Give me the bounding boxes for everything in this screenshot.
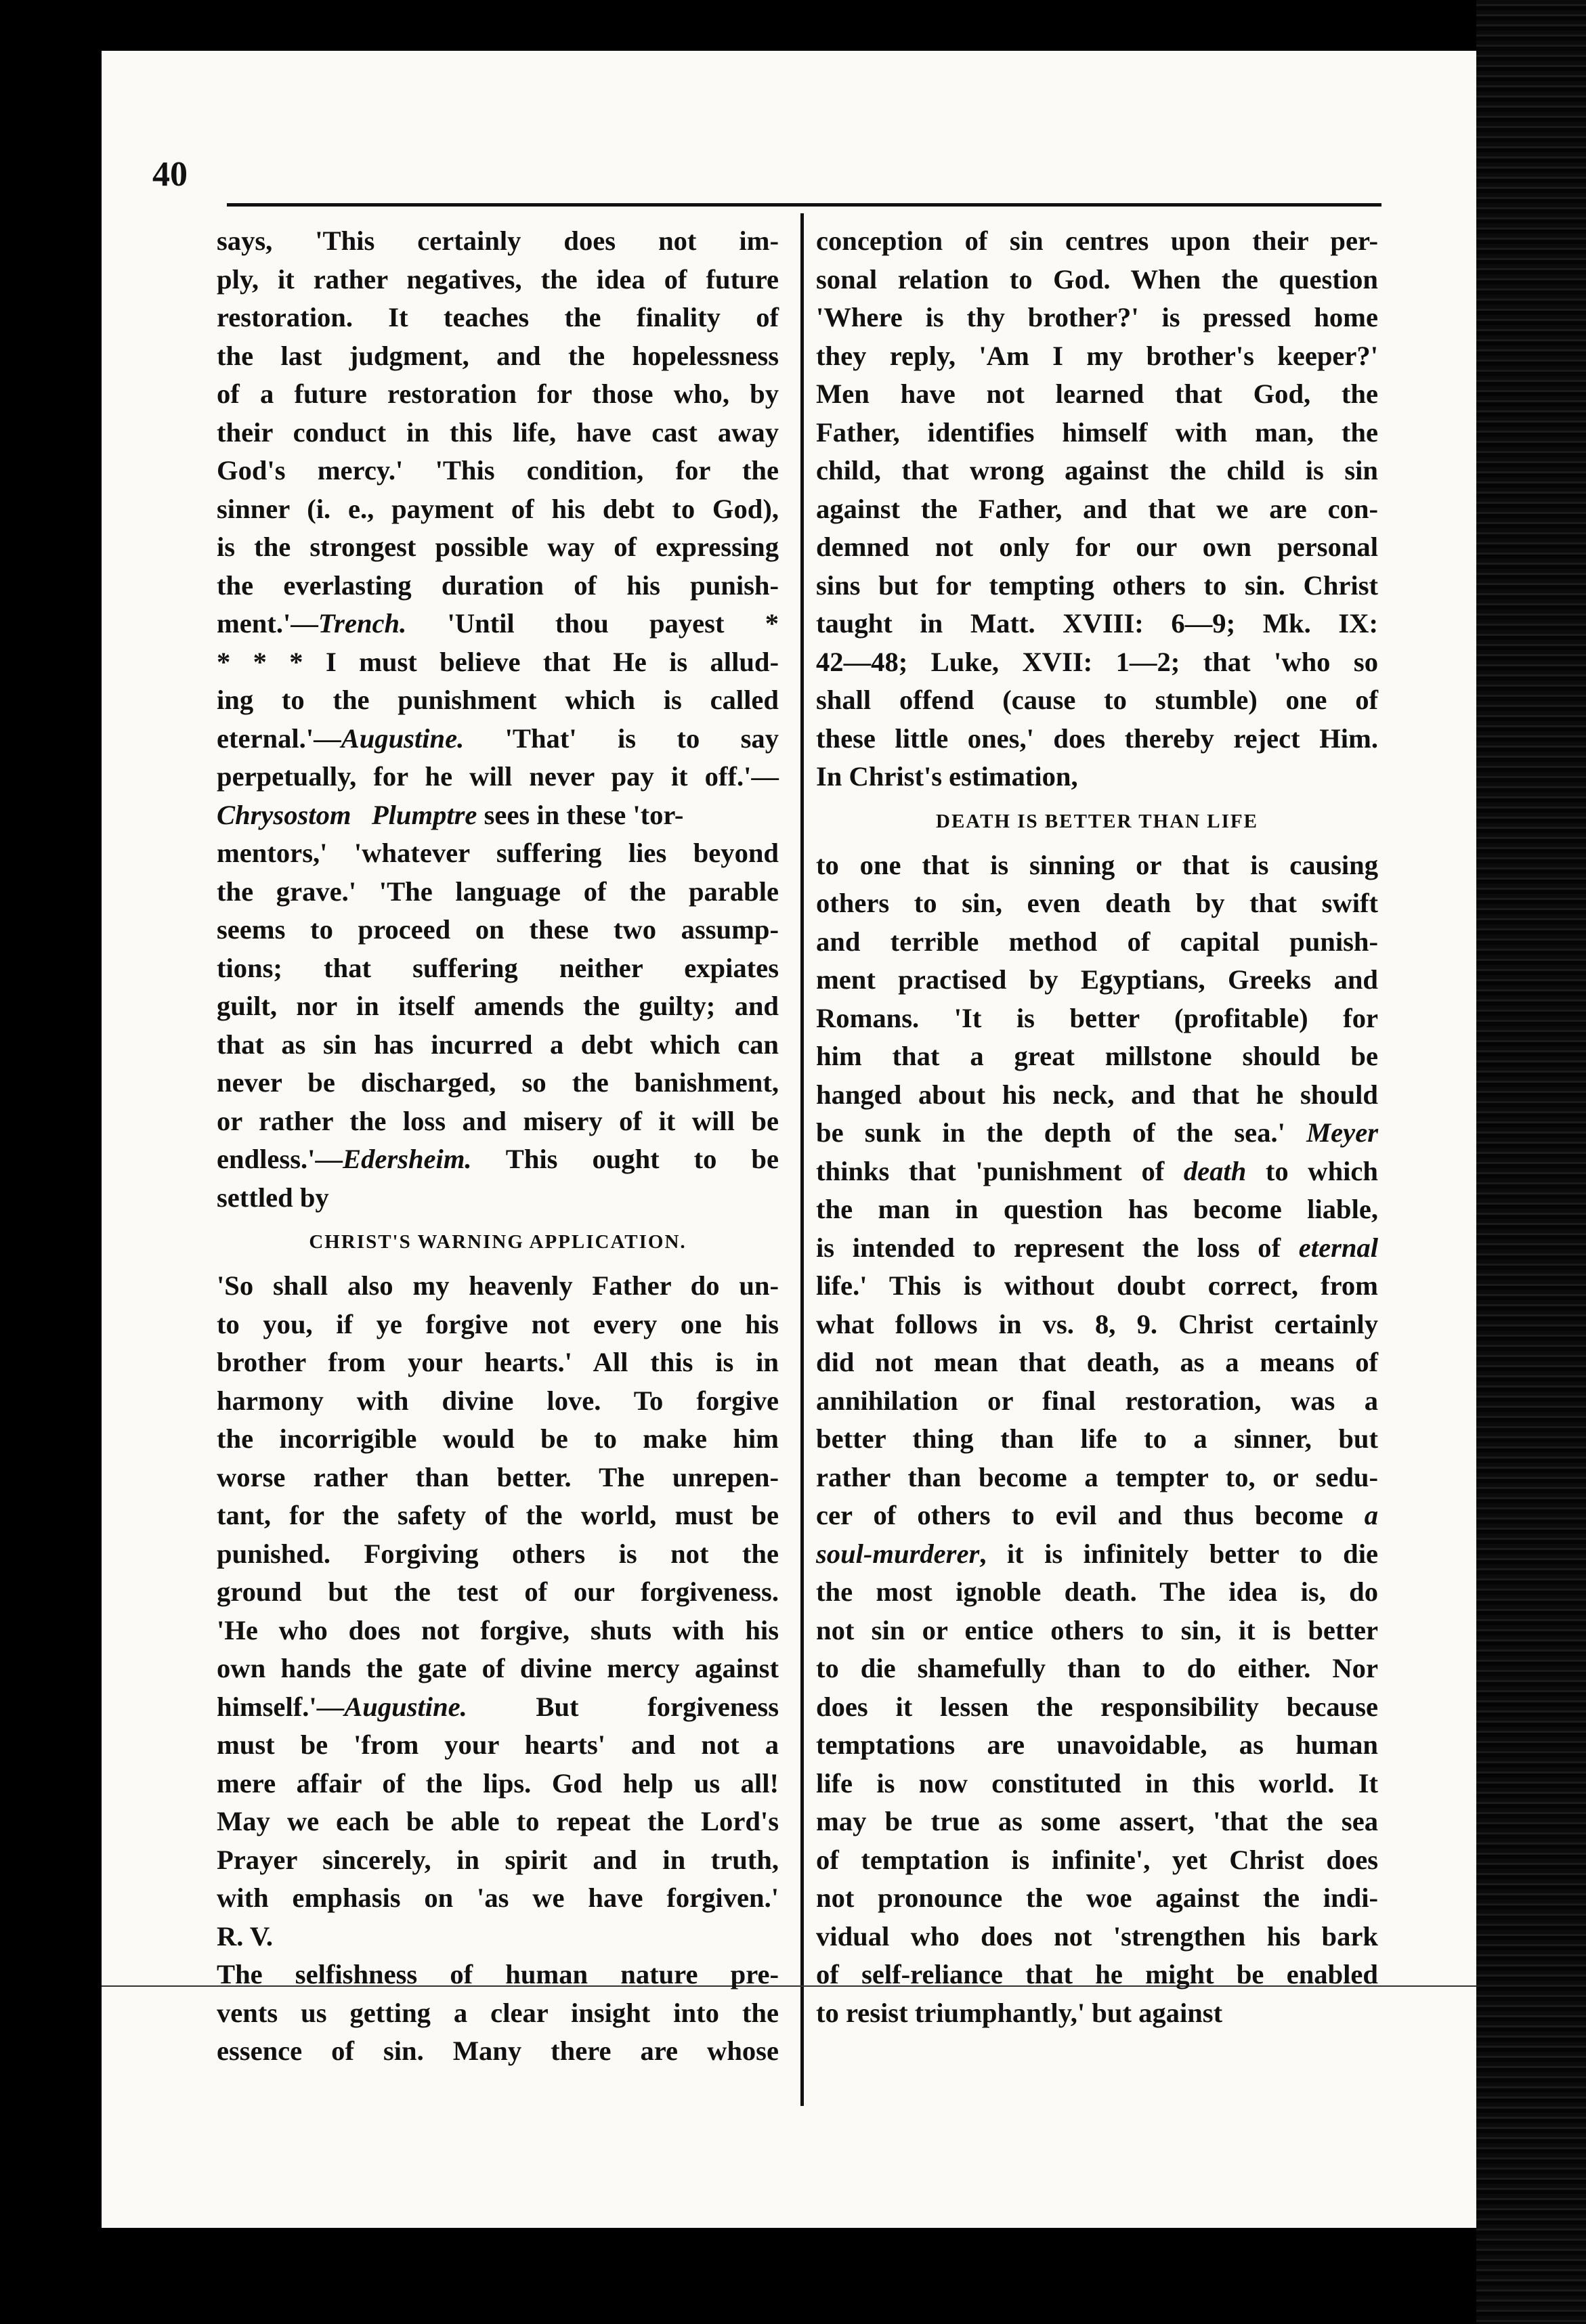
text-line: sins but for tempting others to sin. Christ [816,569,1378,601]
text-line: essence of sin. Many there are whose [217,2036,779,2066]
text-line: shall offend (cause to stumble) one of [816,685,1378,715]
citation-plumptre: Plumptre [371,799,477,830]
text-line: the incorrigible would be to make him [217,1423,779,1454]
text-line: to resist triumphantly,' but against [816,1997,1223,2028]
text-line: ply, it rather negatives, the idea of future [217,263,779,295]
left-column [217,222,779,2071]
text-line: child, that wrong against the child is sin [816,455,1378,486]
section-heading: CHRIST'S WARNING APPLICATION. [309,1231,687,1253]
text-line: Chrysostom Plumptre sees in these 'tor- [217,799,684,830]
text-line: life.' This is without doubt correct, from [816,1270,1378,1301]
citation-chrysostom: Chrysostom [217,799,351,830]
text-line: what follows in vs. 8, 9. Christ certainly [816,1308,1378,1339]
text-line: the everlasting duration of his punish- [217,569,779,601]
text-line: be sunk in the depth of the sea.' Meyer [816,1117,1378,1148]
text-line: the last judgment, and the hopelessness [217,340,779,371]
text-line: or rather the loss and misery of it will be [217,1105,779,1136]
text-line: restoration. It teaches the finality of [217,302,779,332]
text-line: ment practised by Egyptians, Greeks and [816,964,1378,995]
emphasis-a: a [1364,1500,1378,1530]
text-line: ment.'—Trench. 'Until thou payest * [217,608,779,639]
text-line: May we each be able to repeat the Lord's [217,1806,779,1836]
text-line: conception of sin centres upon their per- [816,225,1378,256]
text-line: says, 'This certainly does not im- [217,225,779,256]
scan-edge [1476,0,1586,2324]
text-line: Prayer sincerely, in spirit and in truth, [217,1844,779,1875]
text-line: taught in Matt. XVIII: 6—9; Mk. IX: [816,608,1378,639]
text-line: temptations are unavoidable, as human [816,1729,1378,1760]
text-line: annihilation or final restoration, was a [816,1385,1378,1416]
text-line: sinner (i. e., payment of his debt to God), [217,493,779,524]
text-line: must be 'from your hearts' and not a [217,1729,779,1760]
text-line: ground but the test of our forgiveness. [217,1576,779,1607]
text-line: brother from your hearts.' All this is in [217,1347,779,1377]
text-line: perpetually, for he will never pay it off.'— [217,761,779,792]
text-line: the most ignoble death. The idea is, do [816,1576,1378,1607]
emphasis-eternal: eternal [1298,1232,1378,1263]
text-line: better thing than life to a sinner, but [816,1423,1378,1454]
page-number: 40 [152,155,188,194]
text-line: R. V. [217,1920,274,1952]
emphasis-soul-murderer: soul-murderer [816,1538,980,1569]
text-line: the man in question has become liable, [816,1194,1378,1224]
text-line: the grave.' 'The language of the parable [217,876,779,907]
text-line: mentors,' 'whatever suffering lies beyond [217,838,779,868]
text-line: 42—48; Luke, XVII: 1—2; that 'who so [816,646,1378,677]
text-line: vents us getting a clear insight into the [217,1997,779,2028]
text-line: with emphasis on 'as we have forgiven.' [217,1882,779,1913]
text-line: against the Father, and that we are con- [816,493,1378,524]
text-line: their conduct in this life, have cast away [217,416,779,448]
text-line: own hands the gate of divine mercy against [217,1653,779,1683]
text-line: himself.'—Augustine. But forgiveness [217,1691,779,1722]
text-line: never be discharged, so the banishment, [217,1067,779,1098]
text-line: Romans. 'It is better (profitable) for [816,1002,1378,1033]
text-line: cer of others to evil and thus become a [816,1500,1378,1530]
text-line: hanged about his neck, and that he should [816,1079,1378,1110]
text-line: tions; that suffering neither expiates [217,952,779,983]
text-line: and terrible method of capital punish- [816,926,1378,957]
text-line: does it lessen the responsibility because [816,1691,1378,1722]
text-line: did not mean that death, as a means of [816,1347,1378,1377]
text-line: is the strongest possible way of expressing [217,532,779,562]
text-line: not sin or entice others to sin, it is better [816,1614,1378,1645]
citation-trench: Trench. [318,608,407,639]
text-line: harmony with divine love. To forgive [217,1385,779,1416]
text-line: not pronounce the woe against the indi- [816,1882,1378,1913]
text-line: tant, for the safety of the world, must be [217,1500,779,1530]
text-line: him that a great millstone should be [816,1041,1378,1071]
text-line: sonal relation to God. When the question [816,263,1378,295]
text-line: to die shamefully than to do either. Nor [816,1653,1378,1683]
text-line: Men have not learned that God, the [816,379,1378,409]
text-line: vidual who does not 'strengthen his bark [816,1920,1378,1952]
text-line: to you, if ye forgive not every one his [217,1308,779,1339]
text-line: Father, identifies himself with man, the [816,416,1378,448]
text-line: 'Where is thy brother?' is pressed home [816,302,1378,332]
text-line: punished. Forgiving others is not the [217,1538,779,1569]
text-line: settled by [217,1182,329,1213]
text-line: life is now constituted in this world. It [816,1767,1378,1799]
text-line: * * * I must believe that He is allud- [217,646,779,677]
text-line: that as sin has incurred a debt which can [217,1029,779,1060]
text-line: ing to the punishment which is called [217,685,779,715]
column-divider [800,213,804,2106]
text-line: The selfishness of human nature pre- [217,1959,779,1989]
text-line: In Christ's estimation, [816,761,1078,792]
text-line: of a future restoration for those who, by [217,379,779,409]
text-line: seems to proceed on these two assump- [217,914,779,945]
citation-meyer: Meyer [1306,1117,1378,1148]
text-line: is intended to represent the loss of eternal [816,1232,1378,1263]
right-column [816,222,1378,2032]
text-line: to one that is sinning or that is causing [816,849,1378,880]
text-line: 'He who does not forgive, shuts with his [217,1614,779,1645]
header-rule [227,203,1381,207]
text-line: others to sin, even death by that swift [816,888,1378,918]
text-line: demned not only for our own personal [816,532,1378,562]
citation-augustine: Augustine. [341,723,465,754]
text-line: these little ones,' does thereby reject Him. [816,723,1378,754]
text-line: guilt, nor in itself amends the guilty; and [217,991,779,1021]
text-line: may be true as some assert, 'that the sea [816,1806,1378,1836]
text-line: mere affair of the lips. God help us all! [217,1767,779,1799]
text-line: God's mercy.' 'This condition, for the [217,455,779,486]
text-line: eternal.'—Augustine. 'That' is to say [217,723,779,754]
section-heading: DEATH IS BETTER THAN LIFE [936,810,1258,832]
text-line: endless.'—Edersheim. This ought to be [217,1144,779,1174]
text-line: worse rather than better. The unrepen- [217,1461,779,1492]
text-line: they reply, 'Am I my brother's keeper?' [816,340,1378,371]
text-line: of self-reliance that he might be enabled [816,1959,1378,1989]
text-line: soul-murderer, it is infinitely better to die [816,1538,1378,1569]
text-line: rather than become a tempter to, or sedu- [816,1461,1378,1492]
text-line: 'So shall also my heavenly Father do un- [217,1270,779,1301]
text-line: thinks that 'punishment of death to which [816,1155,1378,1186]
citation-edersheim: Edersheim. [343,1144,472,1174]
emphasis-death: death [1183,1155,1247,1186]
citation-augustine: Augustine. [344,1691,467,1722]
text-line: of temptation is infinite', yet Christ does [816,1844,1378,1875]
